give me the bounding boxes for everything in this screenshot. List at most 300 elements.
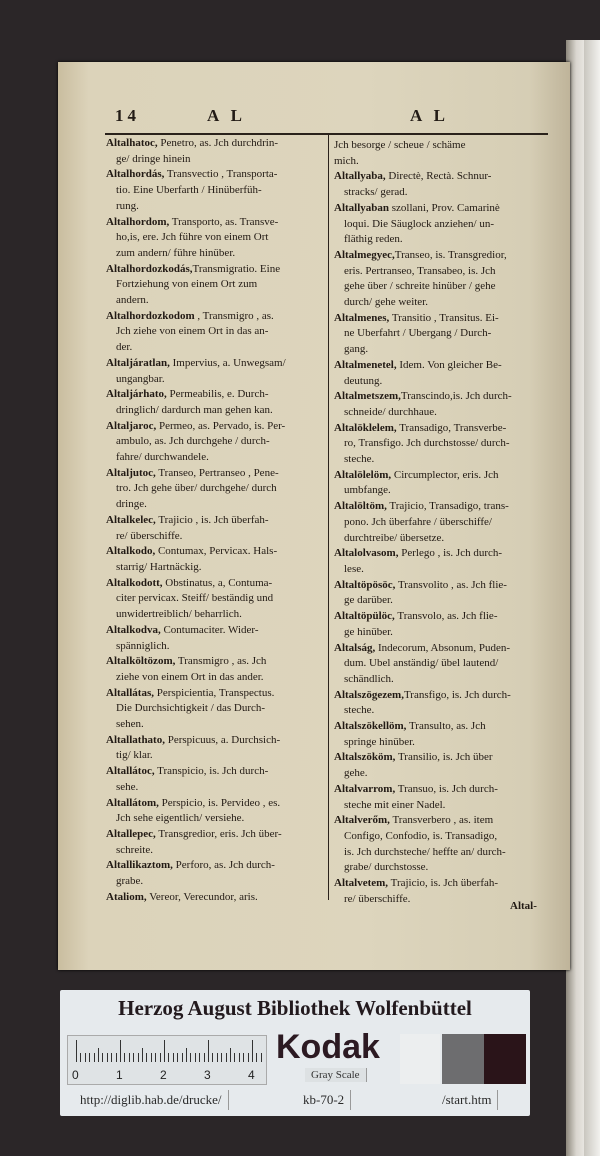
entry-line (106, 419, 328, 435)
entry-line (334, 405, 550, 421)
right-column (334, 138, 550, 907)
entry-text: pono. Jch überfahre / überschiffe/ (344, 515, 492, 528)
dictionary-entry (106, 890, 328, 906)
entry-line (334, 358, 550, 374)
headword: Altalszököm, (334, 751, 396, 764)
entry-text: ro, Transfigo. Jch durchstosse/ durch- (344, 437, 510, 450)
entry-line (334, 185, 550, 201)
entry-line (106, 434, 328, 450)
ruler-tick (76, 1040, 77, 1062)
entry-text: re/ überschiffe. (116, 529, 183, 542)
dictionary-entry (106, 167, 328, 214)
ruler-number: 1 (116, 1068, 123, 1082)
entry-text: Circumplector, eris. Jch (391, 468, 499, 481)
entry-line (334, 782, 550, 798)
url-prefix: http://diglib.hab.de/drucke/ (74, 1090, 229, 1110)
entry-text: grabe. (116, 875, 144, 888)
ruler-tick (256, 1053, 257, 1062)
dictionary-entry (334, 468, 550, 499)
headword: Altallathato, (106, 733, 165, 746)
ruler-number: 0 (72, 1068, 79, 1082)
entry-text: Transvolito , as. Jch flie- (395, 578, 507, 591)
entry-text: starrig/ Hartnäckig. (116, 560, 202, 573)
entry-text: grabe/ durchstosse. (344, 861, 429, 874)
entry-text: Transfigo, is. Jch durch- (403, 688, 511, 701)
entry-line (106, 654, 328, 670)
entry-text: steche. (344, 453, 375, 466)
entry-line (334, 813, 550, 829)
headword: Altalszögezem, (334, 688, 404, 701)
entry-line (106, 733, 328, 749)
entry-line (106, 497, 328, 513)
dictionary-entry (334, 421, 550, 468)
dictionary-entry (334, 719, 550, 750)
entry-line (334, 279, 550, 295)
headword: Altaljárhato, (106, 388, 167, 401)
ruler-tick (151, 1053, 152, 1062)
ruler-scale (67, 1035, 267, 1085)
headword: Altallátas, (106, 686, 154, 699)
headword: Altalhordozkodás, (106, 262, 193, 275)
dictionary-entry (106, 654, 328, 685)
entry-text: Contumaciter. Wider- (160, 623, 259, 636)
entry-text: ge hinüber. (344, 625, 393, 638)
ruler-tick (226, 1053, 227, 1062)
entry-text: ambulo, as. Jch durchgehe / durch- (116, 435, 270, 448)
page-number: 14 (115, 106, 140, 125)
entry-text: ge darüber. (344, 594, 393, 607)
entry-line (334, 688, 550, 704)
entry-line (106, 560, 328, 576)
ruler-tick (261, 1053, 262, 1062)
entry-line (106, 607, 328, 623)
ruler-tick (204, 1053, 205, 1062)
ruler-tick (120, 1040, 121, 1062)
dictionary-entry (334, 813, 550, 876)
entry-text: Transgredior, eris. Jch über- (155, 827, 282, 840)
entry-line (334, 703, 550, 719)
entry-line (334, 389, 550, 405)
ruler-tick (195, 1053, 196, 1062)
headword: Altalkodott, (106, 576, 163, 589)
entry-line (334, 515, 550, 531)
swatch-black (484, 1034, 526, 1084)
entry-text: Obstinatus, a, Contuma- (162, 576, 273, 589)
entry-text: spänniglich. (116, 639, 170, 652)
ruler-tick (252, 1040, 253, 1062)
entry-line (334, 546, 550, 562)
entry-line (106, 717, 328, 733)
entry-text: tio. Eine Uberfarth / Hinüberfüh- (116, 184, 262, 197)
entry-line (106, 796, 328, 812)
entry-line (106, 340, 328, 356)
ruler-tick (89, 1053, 90, 1062)
entry-text: eris. Pertranseo, Transabeo, is. Jch (344, 264, 496, 277)
dictionary-entry (334, 641, 550, 688)
ruler-tick (186, 1048, 187, 1062)
ruler-tick (173, 1053, 174, 1062)
ruler-tick (212, 1053, 213, 1062)
dictionary-entry (334, 546, 550, 577)
entry-line (106, 686, 328, 702)
entry-text: steche. (344, 704, 375, 717)
ruler-tick (129, 1053, 130, 1062)
entry-text: rung. (116, 199, 139, 212)
headword: Altalhordás, (106, 168, 165, 181)
entry-text: Transeo, is. Transgredior, (394, 248, 507, 261)
entry-line (334, 656, 550, 672)
ruler-tick (98, 1048, 99, 1062)
dictionary-entry (106, 686, 328, 733)
dictionary-entry (106, 544, 328, 575)
entry-text: szollani, Prov. Camarinè (389, 201, 500, 214)
entry-line (334, 845, 550, 861)
ruler-tick (142, 1048, 143, 1062)
entry-line (334, 829, 550, 845)
entry-text: springe hinüber. (344, 735, 415, 748)
ruler-tick (138, 1053, 139, 1062)
headword: Altalkodva, (106, 623, 161, 636)
entry-line (106, 152, 328, 168)
entry-text: der. (116, 341, 133, 354)
entry-text: Die Durchsichtigkeit / das Durch- (116, 702, 266, 715)
dictionary-entry (334, 169, 550, 200)
entry-line (106, 372, 328, 388)
dictionary-entry (334, 201, 550, 248)
dictionary-entry (106, 858, 328, 889)
swatch-gray (442, 1034, 484, 1084)
ruler-tick (234, 1053, 235, 1062)
entry-line (334, 483, 550, 499)
ruler-tick (160, 1053, 161, 1062)
entry-line (106, 293, 328, 309)
dictionary-entry (106, 136, 328, 167)
entry-line (106, 843, 328, 859)
entry-line (334, 264, 550, 280)
entry-text: andern. (116, 294, 149, 307)
entry-line (106, 246, 328, 262)
entry-text: ge/ dringe hinein (116, 152, 191, 165)
entry-text: unwidertreiblich/ beharrlich. (116, 608, 242, 621)
entry-text: Transporto, as. Transve- (169, 215, 279, 228)
entry-line (106, 167, 328, 183)
ruler-tick (133, 1053, 134, 1062)
entry-line (334, 217, 550, 233)
entry-text: dringlich/ dardurch man gehen kan. (116, 403, 273, 416)
dictionary-entry (106, 356, 328, 387)
entry-line (334, 798, 550, 814)
headword: Altalhatoc, (106, 137, 158, 149)
dictionary-entry (106, 576, 328, 623)
entry-text: Transpicio, is. Jch durch- (154, 765, 269, 778)
entry-text: re/ überschiffe. (344, 892, 411, 905)
entry-text: dum. Ubel anständig/ übel lautend/ (344, 657, 499, 670)
headword: Altalmenes, (334, 311, 390, 324)
entry-line (334, 719, 550, 735)
entry-text: Transeo, Pertranseo , Pene- (155, 466, 279, 479)
entry-text: Idem. Von gleicher Be- (396, 358, 502, 371)
headword: Altalhordom, (106, 215, 170, 228)
ruler-tick (124, 1053, 125, 1062)
entry-text: dringe. (116, 498, 147, 511)
header-rule (105, 133, 548, 135)
ruler-tick (107, 1053, 108, 1062)
kodak-logo: Kodak (276, 1028, 380, 1066)
entry-text: gang. (344, 343, 369, 356)
dictionary-entry (334, 499, 550, 546)
headword: Altalvetem, (334, 877, 389, 890)
entry-text: tro. Jch gehe über/ durchgehe/ durch (116, 482, 277, 495)
ruler-tick (208, 1040, 209, 1062)
headword: Altallátom, (106, 796, 159, 809)
entry-text: mich. (334, 154, 359, 167)
dictionary-entry (106, 513, 328, 544)
entry-line (106, 748, 328, 764)
entry-text: Contumax, Pervicax. Hals- (155, 545, 278, 558)
entry-line (334, 311, 550, 327)
ruler-tick (80, 1053, 81, 1062)
next-page-edge-light (584, 40, 600, 1156)
entry-line (106, 811, 328, 827)
entry-text: Permeo, as. Pervado, is. Per- (156, 419, 286, 432)
library-name: Herzog August Bibliothek Wolfenbüttel (118, 996, 472, 1020)
headword: Altalmetszem, (334, 390, 401, 403)
entry-line (334, 232, 550, 248)
entry-text: ne Uberfahrt / Ubergang / Durch- (344, 327, 492, 340)
entry-line (106, 764, 328, 780)
entry-text: Transuo, is. Jch durch- (395, 782, 498, 795)
entry-line (334, 578, 550, 594)
entry-text: Transvolo, as. Jch flie- (394, 610, 498, 623)
ruler-number: 3 (204, 1068, 211, 1082)
entry-line (106, 230, 328, 246)
entry-line (106, 639, 328, 655)
entry-line (334, 672, 550, 688)
entry-line (334, 201, 550, 217)
dictionary-entry (334, 311, 550, 358)
headword: Altallyaba, (334, 170, 386, 183)
dictionary-entry (106, 215, 328, 262)
headword: Altalköltözom, (106, 655, 176, 668)
headword: Altalkodo, (106, 545, 156, 558)
headword: Altalmegyec, (334, 248, 395, 261)
entry-line (106, 309, 328, 325)
entry-line (106, 544, 328, 560)
entry-text: Fortziehung von einem Ort zum (116, 278, 258, 291)
entry-text: sehen. (116, 718, 144, 731)
entry-text: Directè, Rectà. Schnur- (385, 170, 492, 183)
entry-text: Trajicio, Transadigo, trans- (386, 500, 509, 513)
entry-text: gehe über / schreite hinüber / gehe (344, 280, 496, 293)
entry-line (106, 183, 328, 199)
entry-text: sehe. (116, 780, 139, 793)
entry-text: Configo, Confodio, is. Transadigo, (344, 829, 498, 842)
entry-line (106, 387, 328, 403)
dictionary-entry (334, 782, 550, 813)
entry-text: Transitio , Transitus. Ei- (389, 311, 499, 324)
entry-line (334, 641, 550, 657)
entry-text: Transmigratio. Eine (192, 262, 281, 275)
column-divider (328, 134, 329, 900)
entry-line (334, 593, 550, 609)
entry-line (106, 874, 328, 890)
headword: Altaltöpösöc, (334, 578, 396, 591)
entry-text: stracks/ gerad. (344, 186, 408, 199)
entry-line (334, 421, 550, 437)
dictionary-entry (334, 138, 550, 169)
entry-text: Perspicientia, Transpectus. (153, 686, 275, 699)
entry-line (106, 403, 328, 419)
entry-line (334, 735, 550, 751)
entry-text: is. Jch durchsteche/ heffte an/ durch- (344, 845, 506, 858)
ruler-tick (199, 1053, 200, 1062)
headword: Altaljaroc, (106, 419, 157, 432)
headword: Altallátoc, (106, 765, 155, 778)
entry-text: tig/ klar. (116, 749, 153, 762)
headword: Altallikaztom, (106, 859, 173, 872)
entry-line (106, 591, 328, 607)
ruler-number: 2 (160, 1068, 167, 1082)
ruler-number: 4 (248, 1068, 255, 1082)
headword: Altaltöpülöc, (334, 610, 395, 623)
entry-line (334, 342, 550, 358)
entry-text: Trajicio , is. Jch überfah- (155, 513, 269, 526)
entry-text: Indecorum, Absonum, Puden- (375, 641, 510, 654)
headword: Altalszökellöm, (334, 720, 407, 733)
entry-text: schändlich. (344, 672, 394, 685)
ruler-tick (111, 1053, 112, 1062)
ruler-tick (243, 1053, 244, 1062)
ruler-tick (168, 1053, 169, 1062)
entry-text: Jch besorge / scheue / schäme (334, 139, 466, 151)
dictionary-entry (106, 466, 328, 513)
entry-line (334, 248, 550, 264)
ruler-tick (239, 1053, 240, 1062)
entry-line (106, 576, 328, 592)
entry-line (334, 138, 550, 154)
entry-line (106, 277, 328, 293)
dictionary-entry (106, 764, 328, 795)
ruler-tick (102, 1053, 103, 1062)
entry-text: lese. (344, 562, 364, 575)
headword: Altalkelec, (106, 513, 156, 526)
entry-line (106, 858, 328, 874)
entry-text: Transcindo,is. Jch durch- (400, 390, 512, 403)
dictionary-entry (106, 262, 328, 309)
entry-text: steche mit einer Nadel. (344, 798, 446, 811)
dictionary-entry (106, 827, 328, 858)
entry-text: fahre/ durchwandele. (116, 451, 209, 464)
headword: Altalmenetel, (334, 358, 397, 371)
entry-text: Vereor, Verecundor, aris. (146, 890, 258, 903)
entry-line (334, 499, 550, 515)
ruler-tick (94, 1053, 95, 1062)
ruler-tick (155, 1053, 156, 1062)
dictionary-entry (334, 389, 550, 420)
entry-text: Perlego , is. Jch durch- (398, 547, 503, 560)
headword: Altallyaban (334, 201, 390, 214)
entry-line (106, 827, 328, 843)
ruler-tick (116, 1053, 117, 1062)
entry-line (334, 766, 550, 782)
entry-text: Transverbero , as. item (389, 814, 494, 827)
entry-text: Perspicio, is. Pervideo , es. (158, 796, 281, 809)
headword: Altalság, (334, 641, 376, 654)
entry-line (106, 215, 328, 231)
entry-text: Jch sehe eigentlich/ versiehe. (116, 812, 245, 825)
dictionary-entry (106, 309, 328, 356)
left-column (106, 136, 328, 905)
headword: Altalöklelem, (334, 421, 397, 434)
entry-text: ho,is, ere. Jch führe von einem Ort (116, 231, 269, 244)
ruler-tick (190, 1053, 191, 1062)
library-target-card (60, 990, 530, 1116)
headword: Altaljutoc, (106, 466, 156, 479)
entry-text: schreite. (116, 843, 153, 856)
entry-text: deutung. (344, 374, 383, 387)
entry-text: , Transmigro , as. (194, 309, 274, 322)
entry-line (334, 436, 550, 452)
ruler-tick (217, 1053, 218, 1062)
entry-text: Transulto, as. Jch (406, 720, 486, 733)
entry-text: fläthig reden. (344, 233, 403, 246)
gray-scale-label: Gray Scale (305, 1068, 367, 1082)
dictionary-entry (334, 578, 550, 609)
entry-text: Permeabilis, e. Durch- (166, 388, 269, 401)
entry-line (334, 374, 550, 390)
entry-text: ungangbar. (116, 372, 165, 385)
entry-line (334, 154, 550, 170)
dictionary-entry (106, 733, 328, 764)
url-suffix: /start.htm (436, 1090, 498, 1110)
ruler-tick (230, 1048, 231, 1062)
entry-line (334, 169, 550, 185)
ruler-tick (85, 1053, 86, 1062)
ruler-tick (182, 1053, 183, 1062)
entry-line (106, 513, 328, 529)
swatch-white (400, 1034, 440, 1084)
catchword: Altal- (510, 900, 537, 912)
entry-line (334, 531, 550, 547)
dictionary-entry (106, 419, 328, 466)
entry-line (106, 529, 328, 545)
running-header-left: A L (207, 106, 246, 125)
entry-line (106, 670, 328, 686)
entry-text: Trajicio, is. Jch überfah- (388, 877, 499, 890)
headword: Altallepec, (106, 827, 156, 840)
dictionary-entry (106, 796, 328, 827)
dictionary-entry (106, 623, 328, 654)
entry-line (106, 450, 328, 466)
entry-text: gehe. (344, 767, 368, 780)
shelfmark: kb-70-2 (297, 1090, 351, 1110)
entry-line (106, 262, 328, 278)
entry-text: Impervius, a. Unwegsam/ (169, 356, 286, 369)
headword: Altalöltöm, (334, 500, 387, 513)
headword: Altalölelöm, (334, 468, 392, 481)
entry-text: zum andern/ führe hinüber. (116, 246, 236, 259)
ruler-tick (146, 1053, 147, 1062)
headword: Altalhordozkodom (106, 309, 195, 322)
entry-text: schneide/ durchhaue. (344, 405, 437, 418)
entry-line (106, 780, 328, 796)
entry-line (334, 562, 550, 578)
dictionary-entry (106, 387, 328, 418)
entry-text: Transvectio , Transporta- (164, 168, 278, 181)
entry-text: citer pervicax. Steiff/ beständig und (116, 592, 274, 605)
dictionary-entry (334, 358, 550, 389)
entry-line (106, 890, 328, 906)
